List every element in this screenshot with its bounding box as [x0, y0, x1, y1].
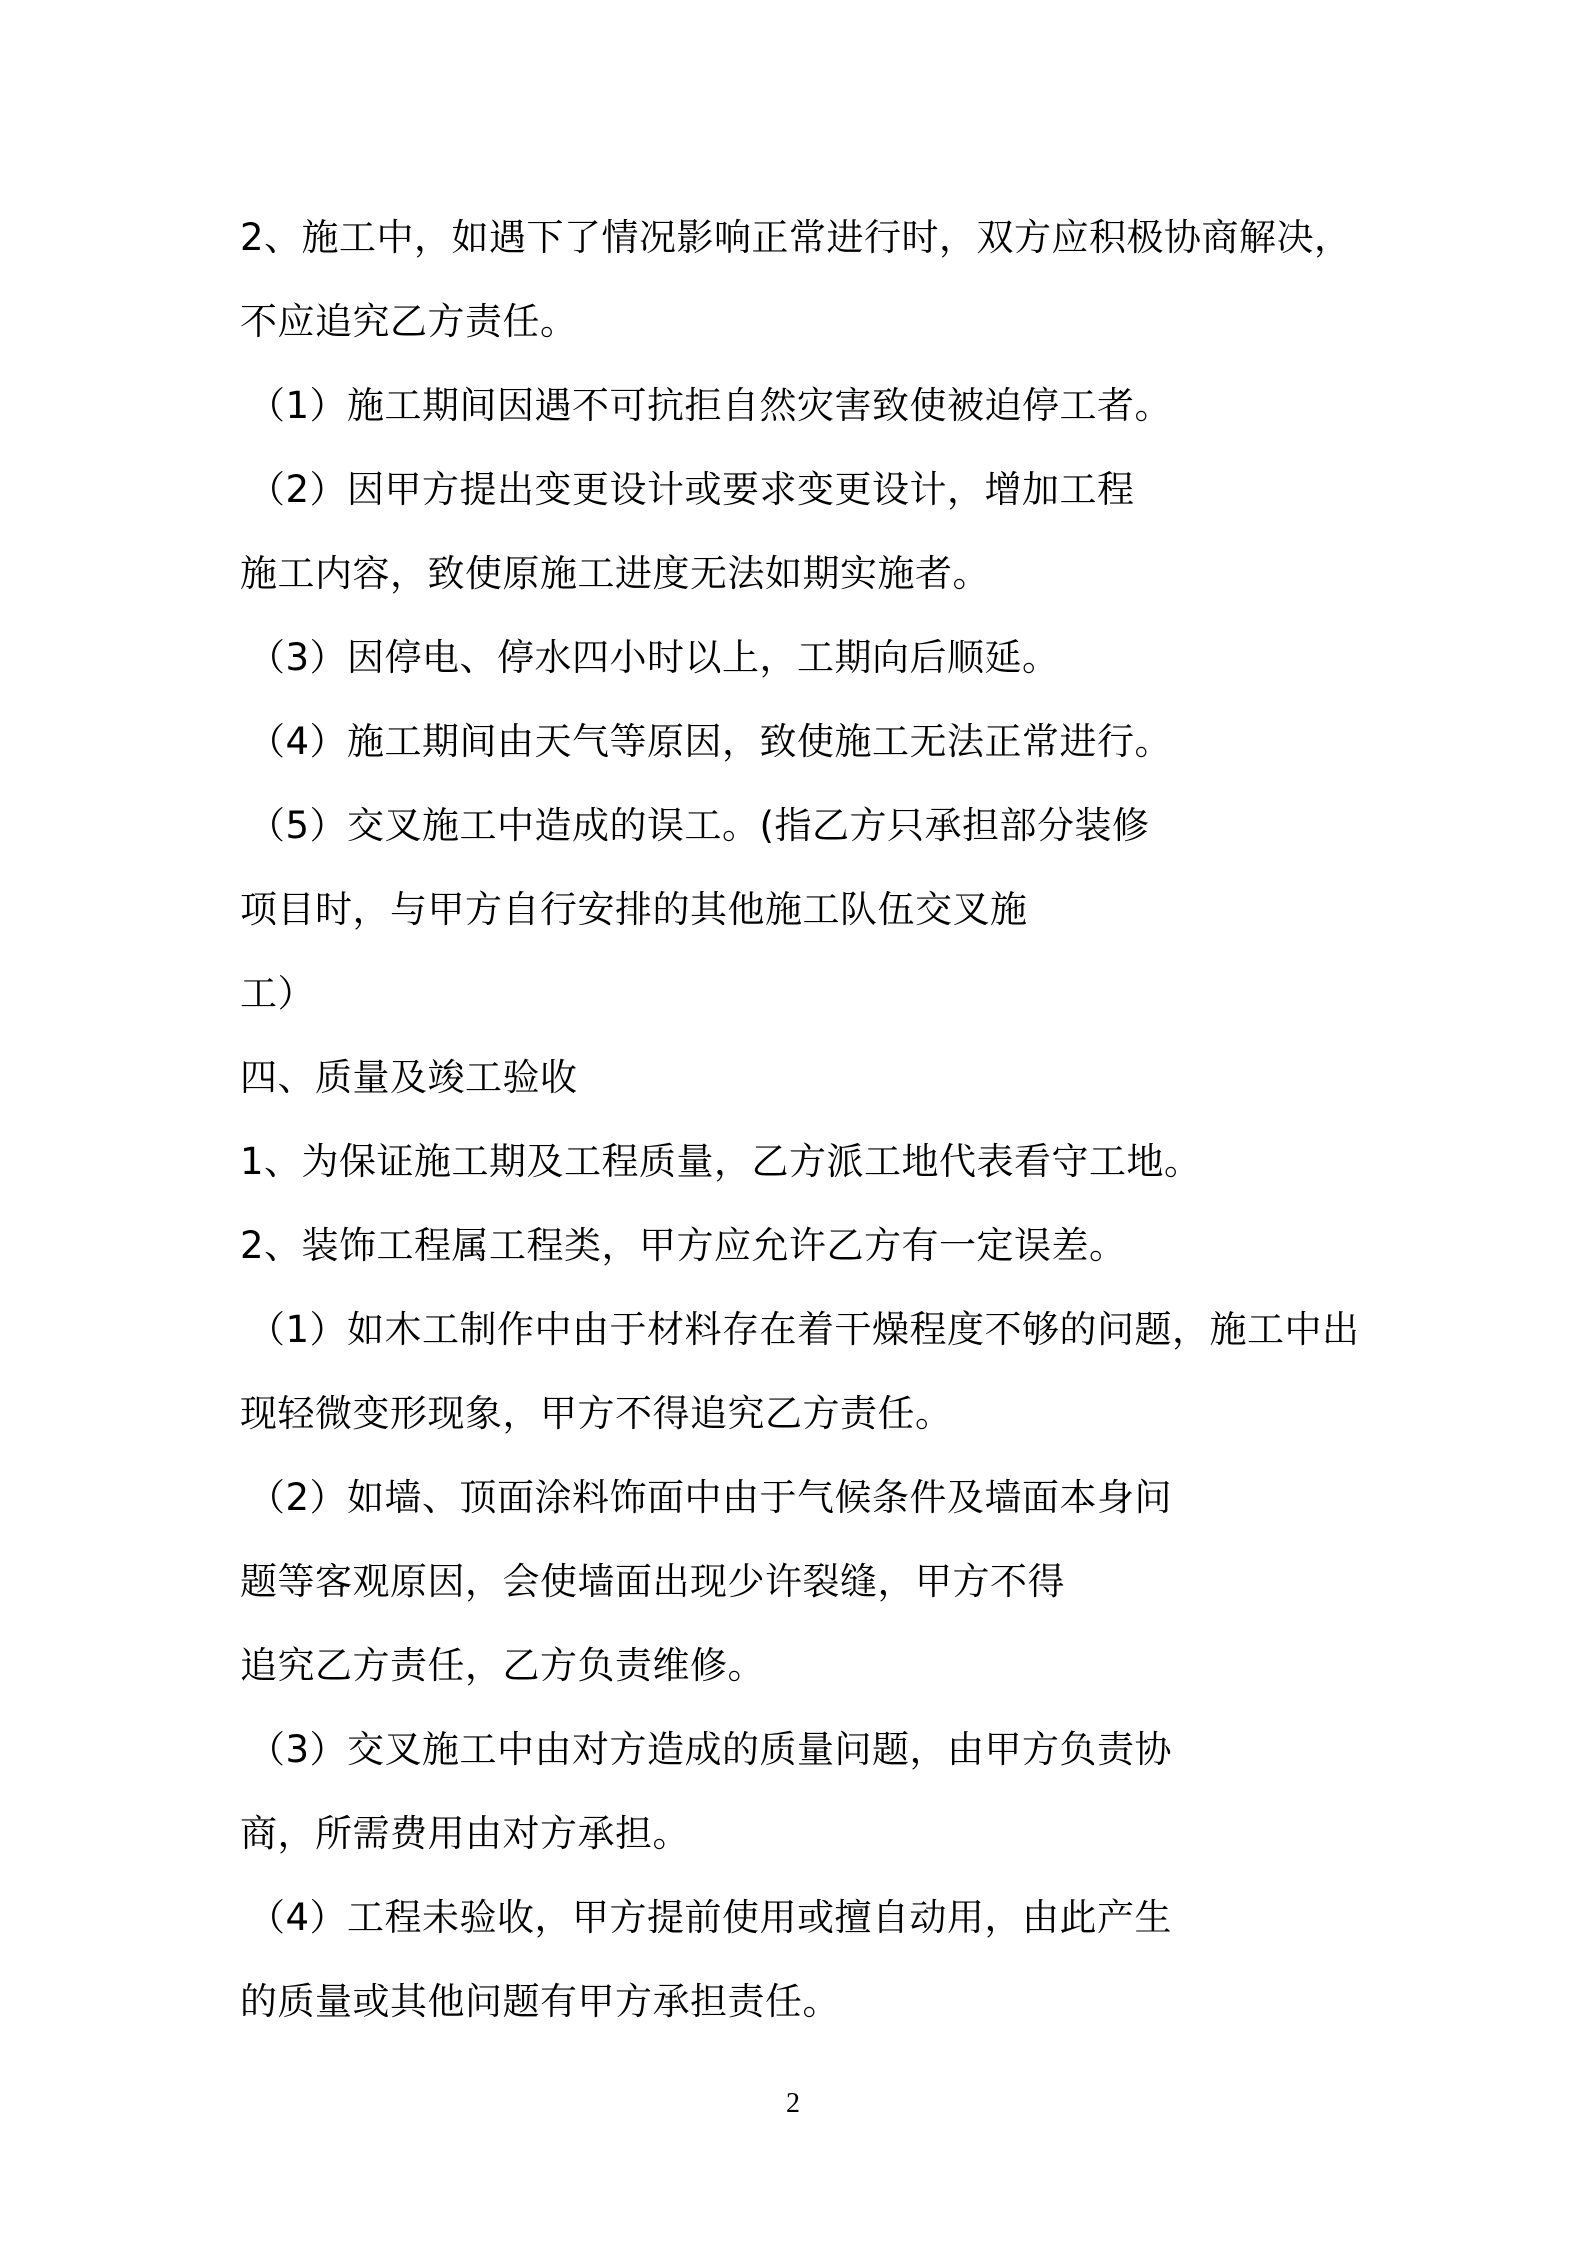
- item-3-power-water-outage: （3）因停电、停水四小时以上，工期向后顺延。: [248, 636, 1060, 679]
- quality-item-3-line-1: （3）交叉施工中由对方造成的质量问题，由甲方负责协: [248, 1728, 1173, 1771]
- section-4-heading: 四、质量及竣工验收: [240, 1056, 578, 1099]
- quality-item-4-line-2: 的质量或其他问题有甲方承担责任。: [240, 1980, 840, 2023]
- document-body: [240, 196, 1380, 2044]
- item-5-cross-construction-line-2: 项目时，与甲方自行安排的其他施工队伍交叉施: [240, 888, 1028, 931]
- quality-item-3-line-2: 商，所需费用由对方承担。: [240, 1812, 690, 1855]
- quality-clause-1: 1、为保证施工期及工程质量，乙方派工地代表看守工地。: [240, 1140, 1202, 1183]
- quality-item-1-line-1: （1）如木工制作中由于材料存在着干燥程度不够的问题，施工中出: [248, 1308, 1360, 1351]
- item-2-design-change-line-1: （2）因甲方提出变更设计或要求变更设计，增加工程: [248, 468, 1135, 511]
- quality-item-1-line-2: 现轻微变形现象，甲方不得追究乙方责任。: [240, 1392, 953, 1435]
- item-5-cross-construction-line-3: 工）: [240, 972, 315, 1015]
- clause-2-line-2: 不应追究乙方责任。: [240, 300, 578, 343]
- quality-item-2-line-3: 追究乙方责任，乙方负责维修。: [240, 1644, 765, 1687]
- quality-item-2-line-2: 题等客观原因，会使墙面出现少许裂缝，甲方不得: [240, 1560, 1065, 1603]
- clause-2-line-1: 2、施工中，如遇下了情况影响正常进行时，双方应积极协商解决，: [240, 216, 1352, 259]
- item-2-design-change-line-2: 施工内容，致使原施工进度无法如期实施者。: [240, 552, 990, 595]
- page-number: 2: [786, 2088, 800, 2119]
- quality-item-2-line-1: （2）如墙、顶面涂料饰面中由于气候条件及墙面本身问: [248, 1476, 1173, 1519]
- quality-item-4-line-1: （4）工程未验收，甲方提前使用或擅自动用，由此产生: [248, 1896, 1173, 1939]
- item-1-force-majeure: （1）施工期间因遇不可抗拒自然灾害致使被迫停工者。: [248, 384, 1173, 427]
- item-4-weather: （4）施工期间由天气等原因，致使施工无法正常进行。: [248, 720, 1173, 763]
- quality-clause-2: 2、装饰工程属工程类，甲方应允许乙方有一定误差。: [240, 1224, 1127, 1267]
- item-5-cross-construction-line-1: （5）交叉施工中造成的误工。(指乙方只承担部分装修: [248, 804, 1150, 847]
